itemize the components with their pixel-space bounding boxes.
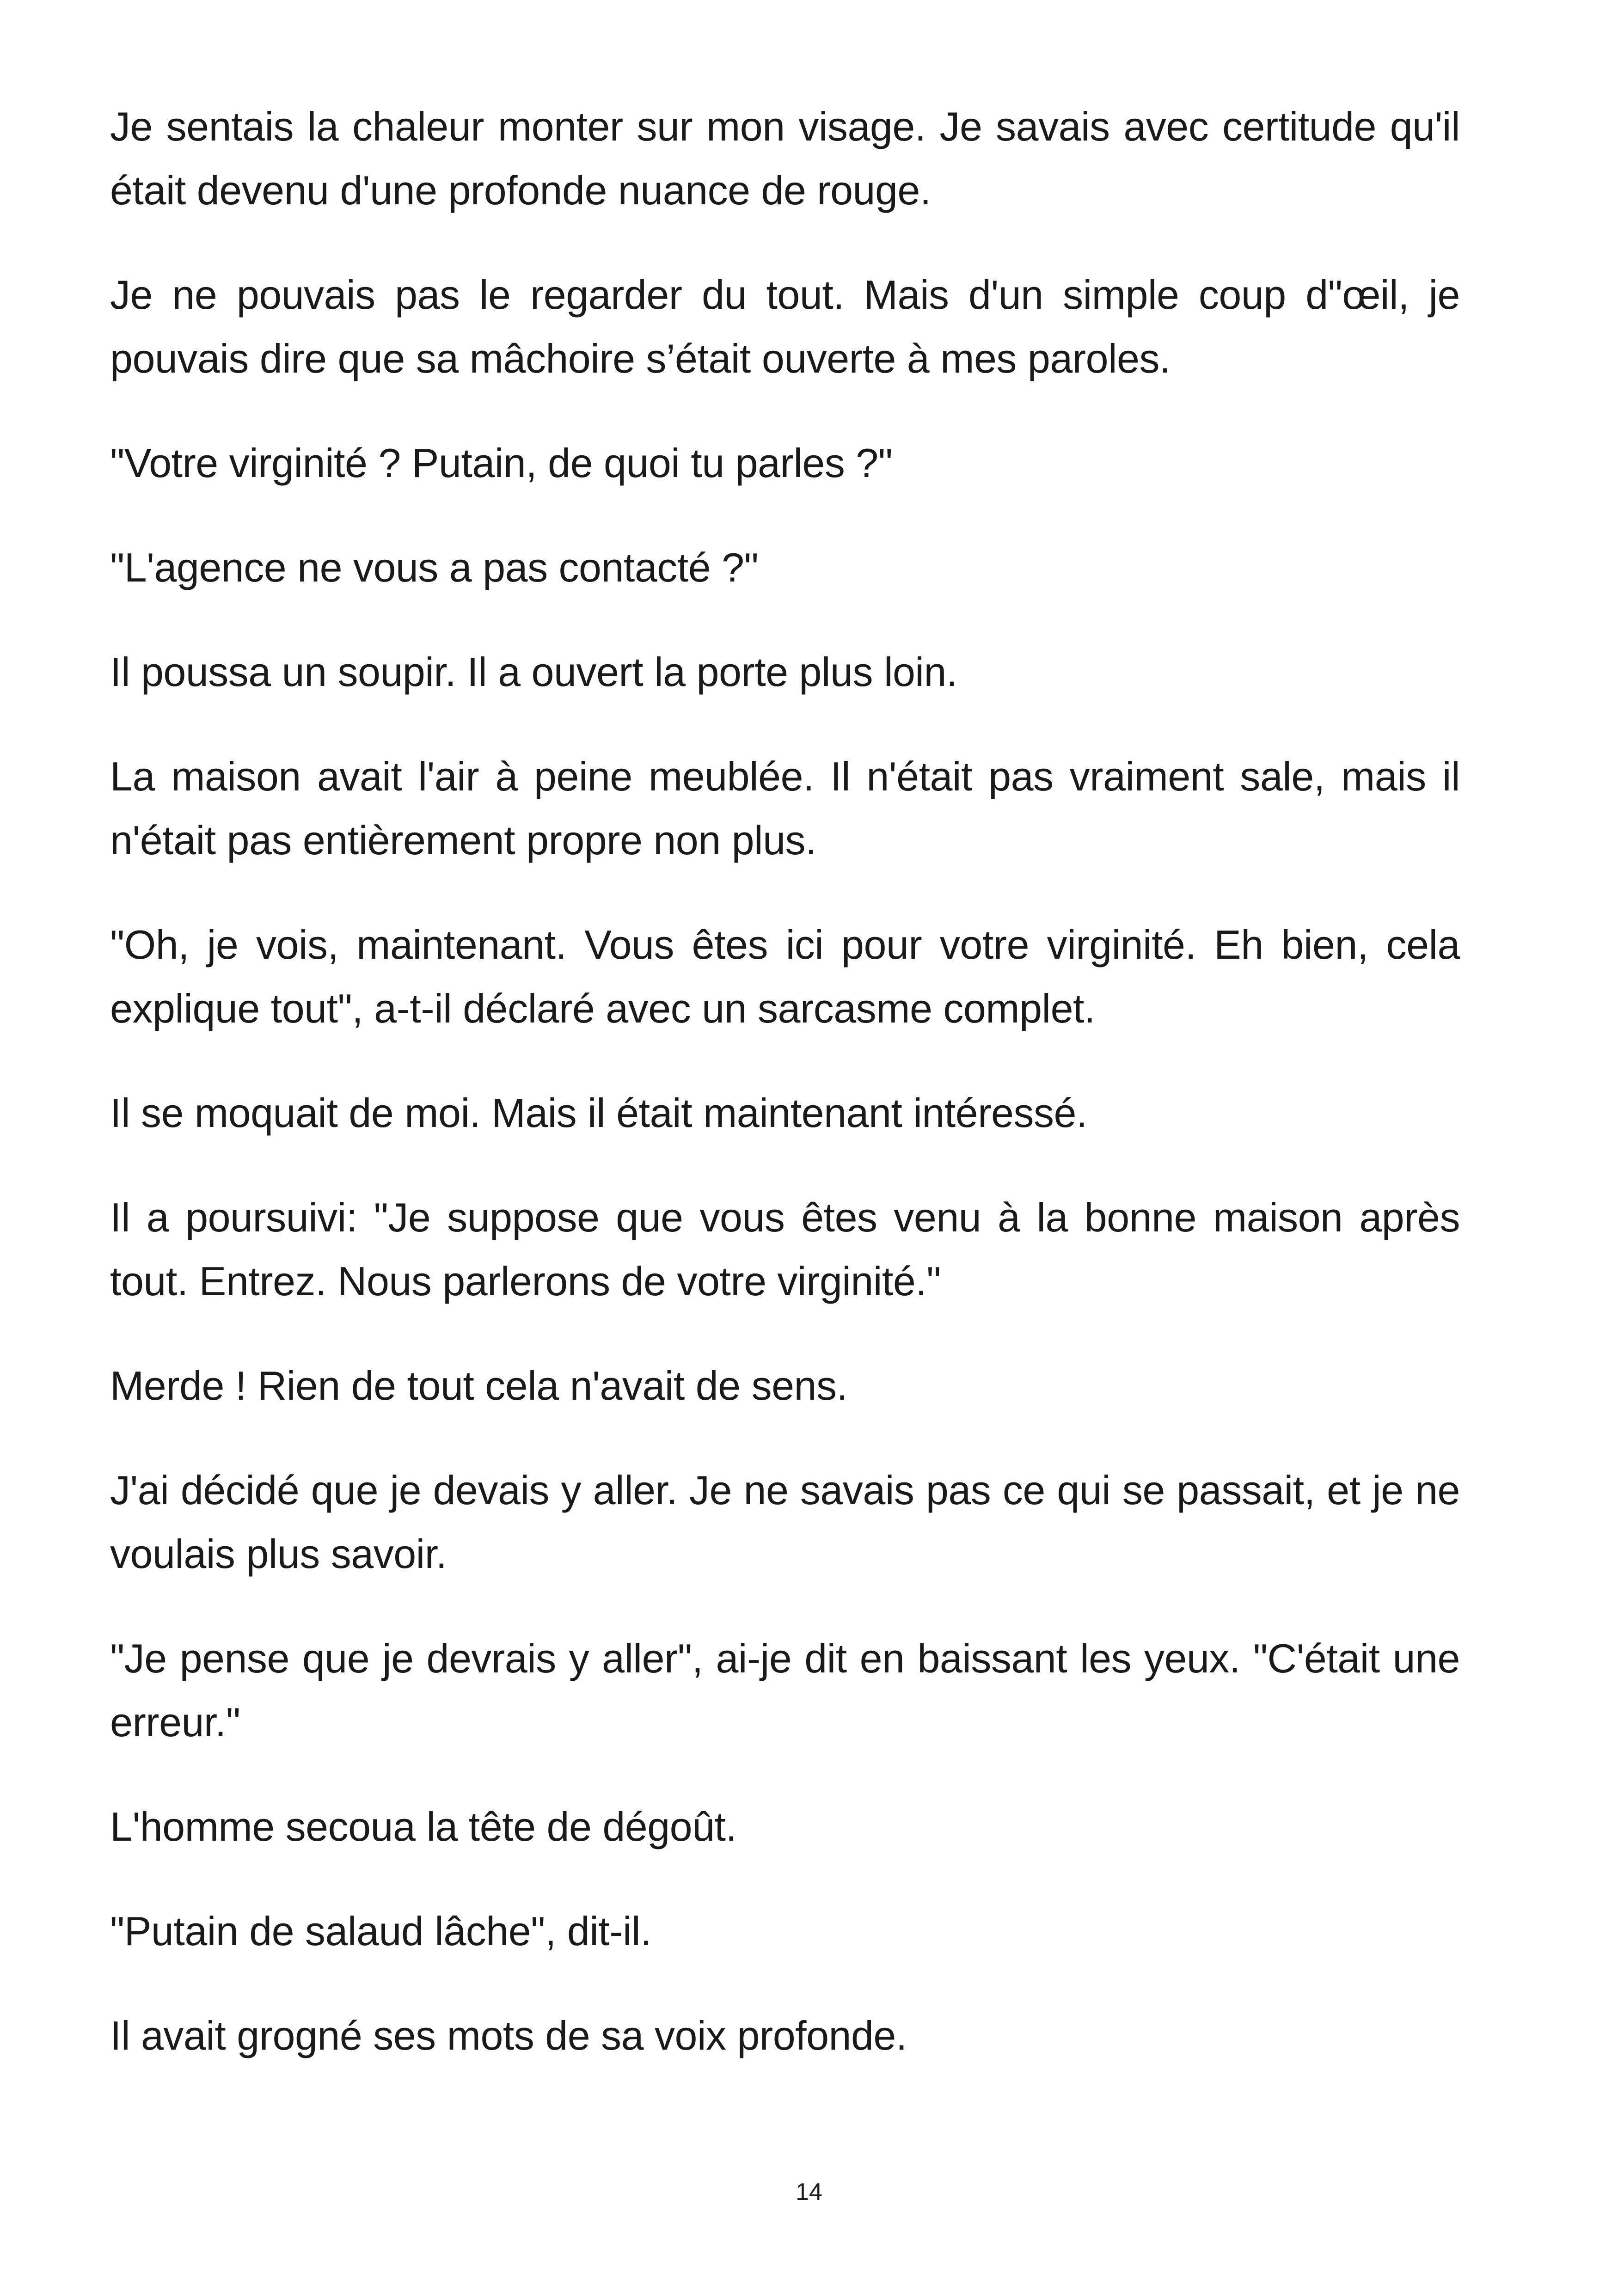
paragraph: Il a poursuivi: "Je suppose que vous êtes venu à la bonne maison après tout. Entrez. Nous parlerons de votre virginité." (110, 1194, 1460, 1304)
paragraph: "Votre virginité ? Putain, de quoi tu parles ?" (110, 440, 893, 486)
paragraph: Merde ! Rien de tout cela n'avait de sens. (110, 1363, 848, 1408)
page-number: 14 (796, 2179, 822, 2205)
paragraph: "L'agence ne vous a pas contacté ?" (110, 545, 759, 590)
paragraph: "Je pense que je devrais y aller", ai-je dit en baissant les yeux. "C'était une erreur." (110, 1635, 1460, 1745)
paragraph: Je ne pouvais pas le regarder du tout. Mais d'un simple coup d"œil, je pouvais dire que sa mâchoire s’était ouverte à mes paroles. (110, 272, 1460, 381)
paragraph: Il poussa un soupir. Il a ouvert la porte plus loin. (110, 649, 957, 695)
paragraph: Il avait grogné ses mots de sa voix profonde. (110, 2013, 907, 2058)
body-text (110, 95, 1460, 2108)
paragraph: "Putain de salaud lâche", dit-il. (110, 1908, 652, 1954)
paragraph: L'homme secoua la tête de dégoût. (110, 1804, 737, 1849)
paragraph: J'ai décidé que je devais y aller. Je ne savais pas ce qui se passait, et je ne voulais plus savoir. (110, 1467, 1460, 1577)
paragraph: Il se moquait de moi. Mais il était maintenant intéressé. (110, 1090, 1087, 1136)
paragraph: La maison avait l'air à peine meublée. Il n'était pas vraiment sale, mais il n'était pas entièrement propre non plus. (110, 753, 1460, 863)
paragraph: Je sentais la chaleur monter sur mon visage. Je savais avec certitude qu'il était devenu d'une profonde nuance de rouge. (110, 104, 1460, 213)
paragraph: "Oh, je vois, maintenant. Vous êtes ici pour votre virginité. Eh bien, cela explique tout", a-t-il déclaré avec un sarcasme complet. (110, 922, 1460, 1031)
